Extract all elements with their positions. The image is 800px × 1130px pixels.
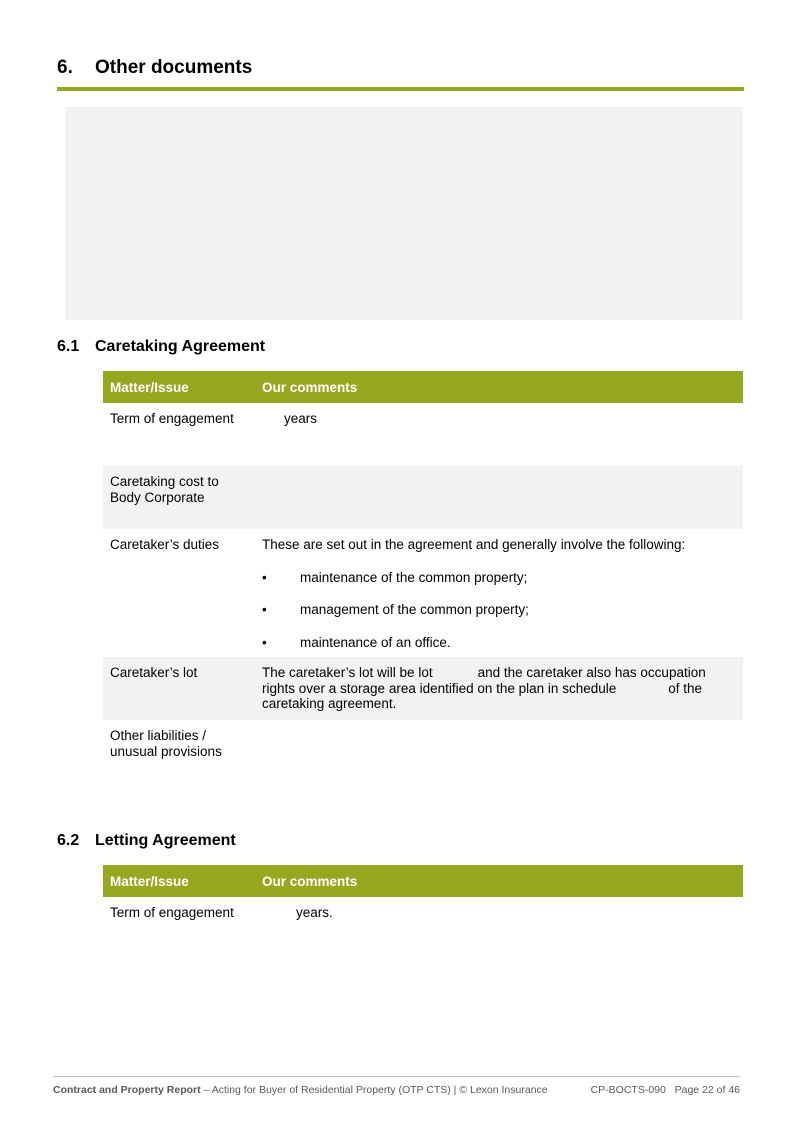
- row-label: Term of engagement: [110, 905, 234, 920]
- list-item: • maintenance of the common property;: [262, 570, 736, 586]
- row-label: Caretaker’s duties: [110, 537, 220, 552]
- subsection-heading-letting: [57, 832, 236, 850]
- table-header: [103, 865, 743, 897]
- column-header-comments: Our comments: [255, 371, 743, 403]
- subsection-number: 6.2: [57, 832, 80, 849]
- row-value: [255, 720, 743, 783]
- row-label: Other liabilities / unusual provisions: [110, 728, 222, 759]
- list-item: • maintenance of an office.: [262, 635, 736, 651]
- page-number: Page 22 of 46: [674, 1084, 740, 1096]
- list-item: • management of the common property;: [262, 602, 736, 618]
- row-label: Term of engagement: [110, 411, 234, 426]
- table-header: [103, 371, 743, 403]
- table-row: [103, 657, 743, 720]
- duties-list: [262, 570, 736, 651]
- column-header-matter: Matter/Issue: [103, 865, 255, 897]
- letting-table: [103, 865, 743, 960]
- row-value: [255, 466, 743, 529]
- table-row: [103, 466, 743, 529]
- table-row: [103, 403, 743, 466]
- subsection-number: 6.1: [57, 338, 80, 355]
- row-label: Caretaking cost to Body Corporate: [103, 466, 255, 529]
- row-value: years.: [296, 905, 333, 920]
- row-value: The caretaker’s lot will be lot and the caretaker also has occupation rights over a storage area identified on the plan in schedule of the caretaking agreement.: [255, 657, 743, 720]
- column-header-matter: Matter/Issue: [103, 371, 255, 403]
- row-label: Caretaker’s lot: [103, 657, 255, 720]
- row-value: [255, 529, 743, 657]
- table-row: [103, 720, 743, 783]
- section-title: Other documents: [95, 57, 253, 78]
- footer-code: CP-BOCTS-090: [590, 1084, 666, 1096]
- row-value: years: [284, 411, 318, 426]
- page-footer: [53, 1076, 740, 1096]
- footer-right: [591, 1084, 740, 1096]
- footer-description: – Acting for Buyer of Residential Property (OTP CTS) | © Lexon Insurance: [200, 1084, 548, 1096]
- subsection-title: Letting Agreement: [95, 832, 236, 849]
- column-header-comments: Our comments: [255, 865, 743, 897]
- table-row: [103, 529, 743, 657]
- section-heading: [57, 57, 744, 91]
- caretaking-table: [103, 371, 743, 783]
- table-row: [103, 897, 743, 960]
- subsection-heading-caretaking: [57, 338, 265, 356]
- duties-intro: These are set out in the agreement and generally involve the following:: [262, 537, 686, 552]
- placeholder-box: [65, 107, 743, 320]
- footer-report-title: Contract and Property Report: [53, 1084, 201, 1096]
- section-number: 6.: [57, 57, 73, 78]
- subsection-title: Caretaking Agreement: [95, 338, 266, 355]
